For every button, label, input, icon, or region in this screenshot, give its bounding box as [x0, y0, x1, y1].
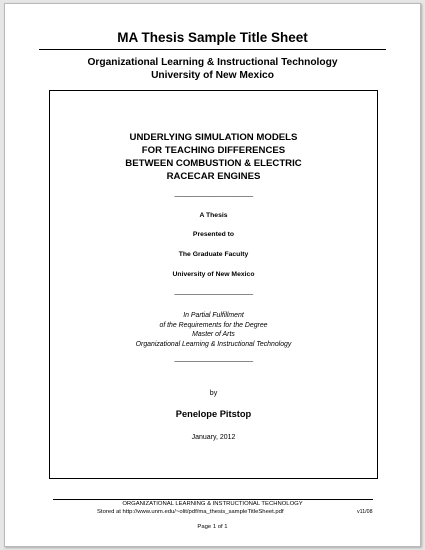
footer-stored-url: Stored at http://www.unm.edu/~olit/pdf/ma_thesis_sampleTitleSheet.pdf	[97, 509, 284, 515]
thesis-title-line: RACECAR ENGINES	[166, 171, 261, 182]
document-page	[4, 3, 421, 547]
by-label: by	[209, 390, 218, 397]
separator-line: _______________________	[174, 355, 253, 362]
separator-line: _______________________	[174, 190, 253, 197]
fulfillment-line: of the Requirements for the Degree	[159, 321, 268, 329]
department-header	[5, 56, 420, 82]
submission-date: January, 2012	[191, 434, 236, 441]
fulfillment-line: In Partial Fulfillment	[183, 312, 244, 319]
title-page-box	[49, 90, 378, 479]
thesis-title	[50, 131, 377, 183]
footer-program: ORGANIZATIONAL LEARNING & INSTRUCTIONAL TECHNOLOGY	[122, 501, 303, 507]
document-title: MA Thesis Sample Title Sheet	[117, 30, 308, 45]
fulfillment-line: Organizational Learning & Instructional Technology	[135, 340, 292, 348]
author-name: Penelope Pitstop	[175, 409, 252, 419]
thesis-title-line: FOR TEACHING DIFFERENCES	[141, 145, 286, 156]
degree-fulfillment	[50, 311, 377, 349]
page-number: Page 1 of 1	[197, 524, 228, 530]
graduate-faculty-label: The Graduate Faculty	[178, 251, 249, 258]
footer-rule	[53, 499, 373, 500]
fulfillment-line: Master of Arts	[192, 331, 235, 338]
presented-to-label: Presented to	[192, 231, 235, 238]
thesis-title-line: BETWEEN COMBUSTION & ELECTRIC	[125, 158, 302, 169]
separator-line: _______________________	[174, 288, 253, 295]
university-name: University of New Mexico	[151, 70, 274, 81]
department-name: Organizational Learning & Instructional Technology	[87, 57, 338, 68]
thesis-title-line: UNDERLYING SIMULATION MODELS	[129, 132, 298, 143]
university-label: University of New Mexico	[172, 271, 255, 278]
title-underline	[39, 49, 386, 50]
footer-version: v11/08	[357, 509, 373, 515]
a-thesis-label: A Thesis	[199, 212, 228, 219]
